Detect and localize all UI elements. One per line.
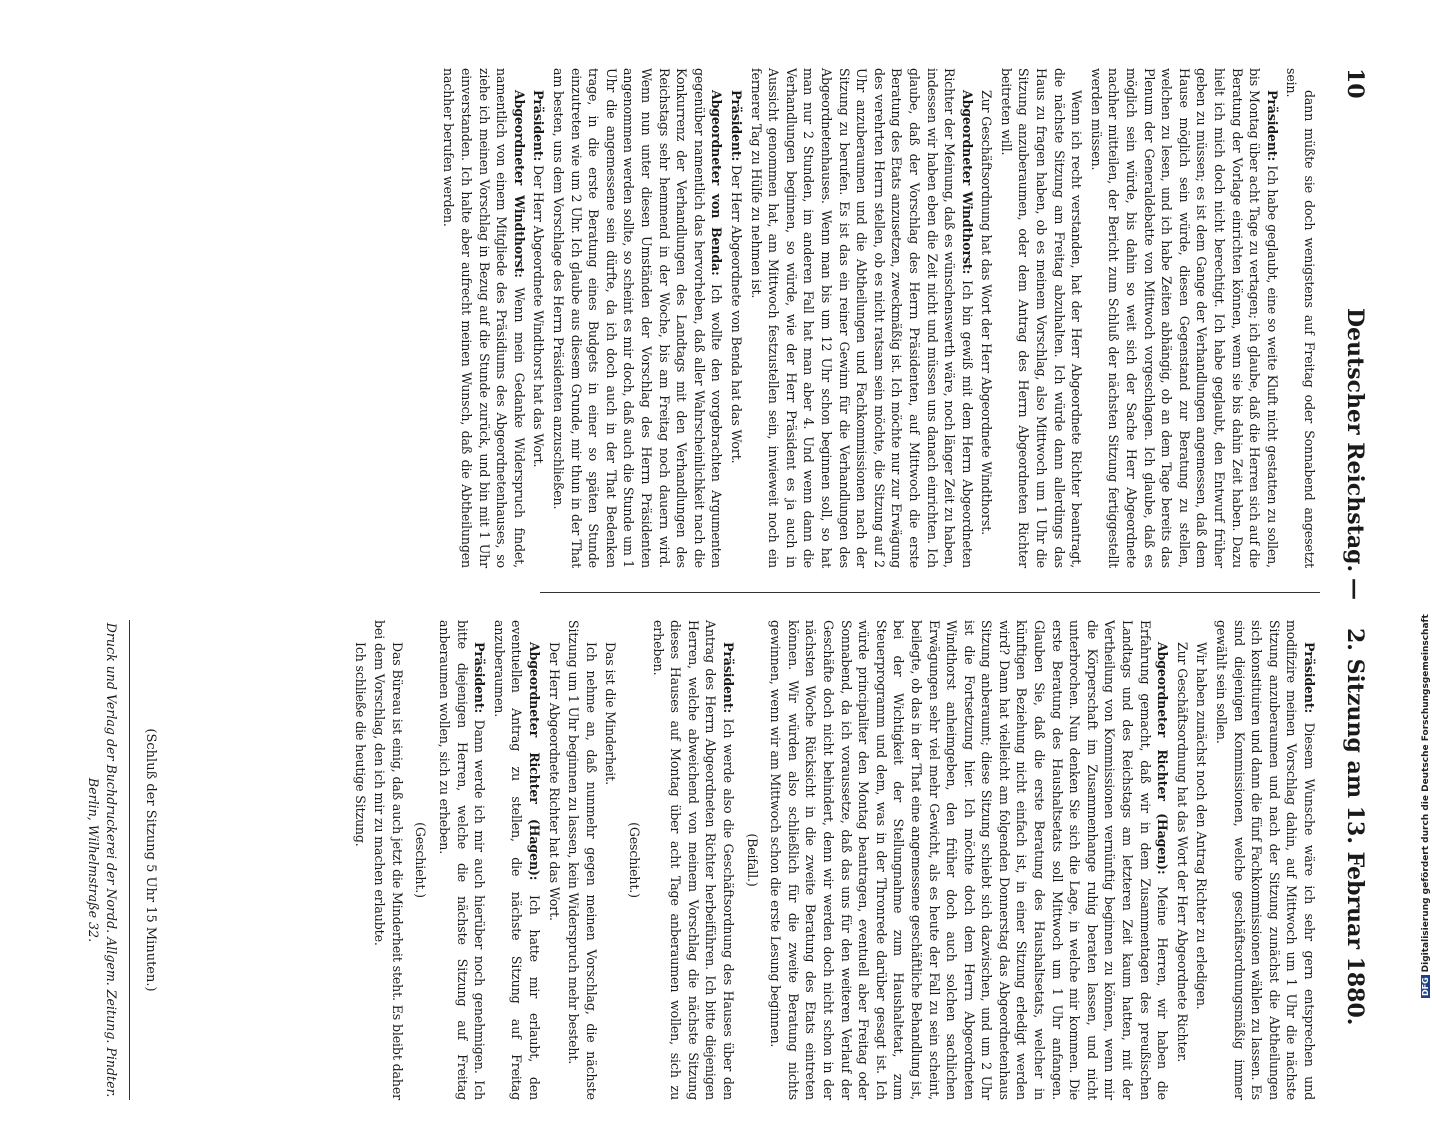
speaker-name: Präsident:	[472, 642, 488, 714]
paragraph-text: Ich hatte mir erlaubt, den eventuellen Antrag zu stellen, die nächste Sitzung auf Freitag anzuberaumen.	[491, 620, 543, 1101]
dfg-logo: DFG	[1421, 977, 1430, 996]
paragraph	[565, 620, 600, 1100]
session-end-note: (Schluß der Sitzung 5 Uhr 15 Minuten.)	[143, 728, 158, 992]
paragraph-text: Ich werde also die Geschäftsordnung des Hauses über den Antrag des Herrn Abgeordneten Richter herbeiführen. Ich bitte diejenigen Herren, welche abweichend von meinem Vorschlag die nächste Sitzung dieses Hauses auf Montag über acht Tage anberaumen wollen, sich zu erheben.	[650, 620, 736, 1100]
digitization-credit	[1421, 614, 1431, 998]
paragraph	[436, 620, 489, 1100]
paragraph	[1212, 620, 1318, 1100]
header-dash: —	[1342, 578, 1368, 600]
stage-direction	[625, 620, 643, 1100]
paragraph-text: Das Büreau ist einig, daß auch jetzt die Minderheit steht. Es bleibt daher bei dem Vorschlag, den ich mir zu machen erlaubte.	[372, 620, 405, 1100]
paragraph	[351, 620, 369, 1100]
paragraph-text: (Geschieht.)	[627, 822, 643, 898]
paragraph	[530, 68, 548, 568]
paragraph-text: Zur Geschäftsordnung hat das Wort der Herr Abgeordnete Richter.	[1174, 642, 1190, 1063]
paragraph-text: Zur Geschäftsordnung hat das Wort der Herr Abgeordnete Windthorst.	[979, 90, 995, 536]
imprint-text: Druck und Verlag der Buchdruckerei der Nordd. Allgem. Zeitung. Pindter. Berlin, Wilhelmstraße 32.	[86, 622, 119, 1098]
paragraph	[545, 620, 563, 1100]
paragraph	[1087, 68, 1281, 568]
imprint-rule	[129, 620, 130, 1100]
speaker-name: Präsident:	[531, 90, 547, 162]
paragraph-text: Ich schließe die heutige Sitzung.	[352, 642, 368, 847]
paragraph-text: Der Herr Abgeordnete von Benda hat das Wort.	[729, 164, 744, 464]
credit-text: Digitalisierung gefördert durch die Deutsche Forschungsgemeinschaft	[1421, 614, 1431, 973]
paragraph	[490, 620, 543, 1100]
speaker-name: Präsident:	[1302, 642, 1317, 714]
column-divider	[540, 592, 1320, 593]
stage-direction	[743, 620, 761, 1100]
page-header	[1328, 68, 1368, 1148]
paragraph-text: Ich habe geglaubt, eine so weite Kluft nicht gestatten zu sollen, bis Montag über acht Tage zu vertagen; ich glaube, daß die Herren sich auf die Beratung der Vorlage einrichten können, wenn sie bis dahin Zeit haben. Dazu hielt ich mich doch nicht berechtigt. Ich habe geglaubt, den Entwurf früher geben zu müssen; es ist dem Gange der Verhandlungen angemessen, daß dem Hause möglich sein würde, diesen Gegenstand zur Beratung zu stellen, welchen zu lesen, und ich habe Zeiten abhängig, ob an dem Tage bereits das Plenum der Generaldebatte von Mittwoch vorgeschlagen. Ich glaube, daß es möglich sein würde, bis dahin so weit sich der Sache Herr Abgeordnete nachher mitteilen, der Bericht zum Schluß der nächsten Sitzung fertiggestellt werden müssen.	[1088, 68, 1280, 568]
paragraph-text: Der Herr Abgeordnete Windthorst hat das Wort.	[531, 164, 547, 468]
paragraph	[1173, 620, 1191, 1100]
paragraph	[440, 68, 528, 568]
paragraph-text: Wenn mein Gedanke Widerspruch findet, namentlich von einem Mitgliede des Präsidiums des Abgeordnetenhauses, so ziehe ich meinen Vorschlag in Bezug auf die Stunde zurück, und bin mit 1 Uhr einverstanden. Ich halte aber aufrecht meinen Wunsch, daß die Abtheilungen nachher berufen werden.	[441, 68, 527, 568]
right-text-column	[349, 620, 1318, 1100]
paragraph	[747, 68, 976, 568]
publication-title: Deutscher Reichstag.	[1342, 308, 1368, 573]
paragraph-text: Ich wollte den vorgebrachten Argumenten gegenüber namentlich das hervorheben, daß aller Wahrscheinlichkeit nach die Konkurrenz der Verhandlungen des Landtags mit den Verhandlungen des Reichstags sehr hemmend in der Woche, bis am Freitag noch dauern wird. Wenn nun unter diesen Umständen der Vorschlag des Herrn Präsidenten angenommen werden sollte, so scheint es mir doch, daß auch die Stunde um 1 Uhr die angemessene sein dürfte, da ich doch auch in der That Bedenken trage, in die erste Beratung eines Budgets in einer so späten Stunde einzutreten wie um 2 Uhr. Ich glaube aus diesem Grunde, mir thun in der That am besten, uns dem Vorschlage des Herrn Präsidenten anzuschließen.	[551, 68, 725, 568]
speaker-name: Abgeordneter Windthorst:	[511, 90, 527, 278]
speaker-name: Präsident:	[1264, 90, 1280, 162]
paragraph-text: (Beifall.)	[744, 833, 760, 887]
page-number: 10	[1342, 68, 1368, 99]
paragraph	[371, 620, 406, 1100]
paragraph	[767, 620, 1172, 1100]
speaker-name: Abgeordneter Richter (Hagen):	[527, 642, 543, 881]
speaker-name: Abgeordneter von Benda:	[709, 90, 725, 276]
paragraph	[997, 68, 1085, 568]
paragraph-text: Der Herr Abgeordnete Richter hat das Wort.	[546, 642, 562, 921]
stage-direction	[412, 620, 430, 1100]
paragraph-text: Das ist die Minderheit.	[603, 642, 619, 785]
paragraph-text: dann müßte sie doch wenigstens auf Freitag oder Sonnabend angesetzt sein.	[1284, 68, 1317, 568]
left-text-column	[438, 68, 1318, 568]
paragraph-text: Diesem Wunsche wäre ich sehr gern entsprechen und modifizire meinen Vorschlag dahin, auf Mittwoch um 1 Uhr die nächste Sitzung anzuberaumen und nach der Sitzung zunächst die Abtheilungen sich konstituiren und dann die fünf Fachkommissionen wählen zu lassen. Es sind diejenigen Kommissionen, welche geschäftsordnungsmäßig immer gewählt sein sollen.	[1214, 620, 1317, 1100]
paragraph-text: Ich nehme an, daß nunmehr gegen meinen Vorschlag, die nächste Sitzung um 1 Uhr beginnen zu lassen, kein Widerspruch mehr besteht.	[566, 620, 599, 1100]
paragraph	[649, 620, 737, 1100]
paragraph-text: (Geschieht.)	[413, 822, 429, 898]
speaker-name: Präsident:	[729, 90, 744, 162]
paragraph-text: Meine Herren, wir haben die Erfahrung gemacht, daß wir in dem Zusammentagen des preußischen Landtags und des Reichstags am letzteren Zeit kaum hatten, mit der Vertheilung von Kommissionen vernünftig beginnen zu können, wenn mir die Körperschaft im Zusammenhange ruhig beraten lassen, und nicht unterbrochen. Nun denken Sie sich die Lage, in welche mir kommen. Die erste Beratung des Haushaltsetats soll Mittwoch um 1 Uhr anfangen. Glauben Sie, daß die erste Beratung des Haushaltsetats, welcher in künftigen Beziehung nicht einfach ist, in einer Sitzung erledigt werden wird? Dann hat vielleicht am folgenden Donnerstag das Abgeordnetenhaus Sitzung anberaumt; diese Sitzung schiebt sich dazwischen, und um 2 Uhr ist die Fortsetzung hier. Ich möchte doch dem Herrn Abgeordneten Windthorst anheimgeben, den früher doch auch solchen sachlichen Erwägungen sehr viel mehr Gewicht, als es heute der Fall zu sein scheint, beilegte, ob das in der That eine angemessene geschäftliche Behandlung ist, bei der Wichtigkeit der Stellungnahme zum Haushaltetat, zum Steuerprogramm und dem, was in der Thronrede darüber gesagt ist. Ich würde principaliter den Montag beantragen, eventuell aber Freitag oder Sonnabend, da ich voraussetze, daß das uns für den weiteren Verlauf der Geschäfte doch nicht behindert, denn wir werden doch nicht schon in der nächsten Woche Rücksicht in die zweite Beratung des Etats eintreten können. Wir würden also schließlich für die zweite Beratung nichts gewinnen, wenn wir am Mittwoch schon die erste Lesung beginnen.	[768, 620, 1171, 1100]
paragraph-text: Wir haben zunächst noch den Antrag Richter zu erledigen.	[1194, 642, 1210, 1010]
paragraph	[727, 68, 745, 568]
paragraph	[1193, 620, 1211, 1100]
speaker-name: Abgeordneter Windthorst:	[959, 90, 975, 275]
paragraph	[549, 68, 725, 568]
paragraph	[602, 620, 620, 1100]
paragraph-text: Ich bin gewiß mit dem Herrn Abgeordneten Richter der Meinung, daß es wünschenswerth wäre, noch länger Zeit zu haben, indessen wir haben eben die Zeit nicht und müssen uns danach einrichten. Ich glaube, daß der Vorschlag des Herrn Präsidenten, auf Mittwoch die erste Beratung des Etats anzusetzen, zweckmäßig ist. Ich möchte nur zur Erwägung des verehrten Herrn stellen, ob es nicht ratsam sein möchte, die Sitzung auf 2 Uhr anzuberaumen und die Abtheilungen und Fachkommissionen nach der Sitzung zu berufen. Es ist das ein reiner Gewinn für die Verhandlungen des Abgeordnetenhauses. Wenn man bis um 12 Uhr schon beginnen soll, so hat man nur 2 Stunden, im anderen Fall hat man aber 4. Und wenn dann die Verhandlungen beginnen, so würde, wie der Herr Präsident es ja auch in Aussicht genommen hat, am Mittwoch festzustellen sein, inwieweit noch ein fernerer Tag zu Hülfe zu nehmen ist.	[748, 68, 975, 568]
session-info: 2. Sitzung am 13. Februar 1880.	[1342, 628, 1368, 1026]
paragraph	[978, 68, 996, 568]
speaker-name: Abgeordneter Richter (Hagen):	[1155, 642, 1171, 875]
paragraph-text: Dann werde ich mir auch hierüber noch genehmigen. Ich bitte diejenigen Herren, welche die nächste Sitzung auf Freitag anberaumen wollen, sich zu erheben.	[437, 620, 488, 1100]
paragraph-text: Wenn ich recht verstanden, hat der Herr Abgeordnete Richter beantragt, die nächste Sitzung am Freitag abzuhalten. Ich würde dann allerdings das Haus zu fragen haben, ob es meinem Vorschlag, also Mittwoch um 1 Uhr die Sitzung anzuberaumen, oder dem Antrag des Herrn Abgeordneten Richter beitreten will.	[998, 68, 1085, 568]
paragraph	[1283, 68, 1318, 568]
speaker-name: Präsident:	[721, 642, 736, 714]
